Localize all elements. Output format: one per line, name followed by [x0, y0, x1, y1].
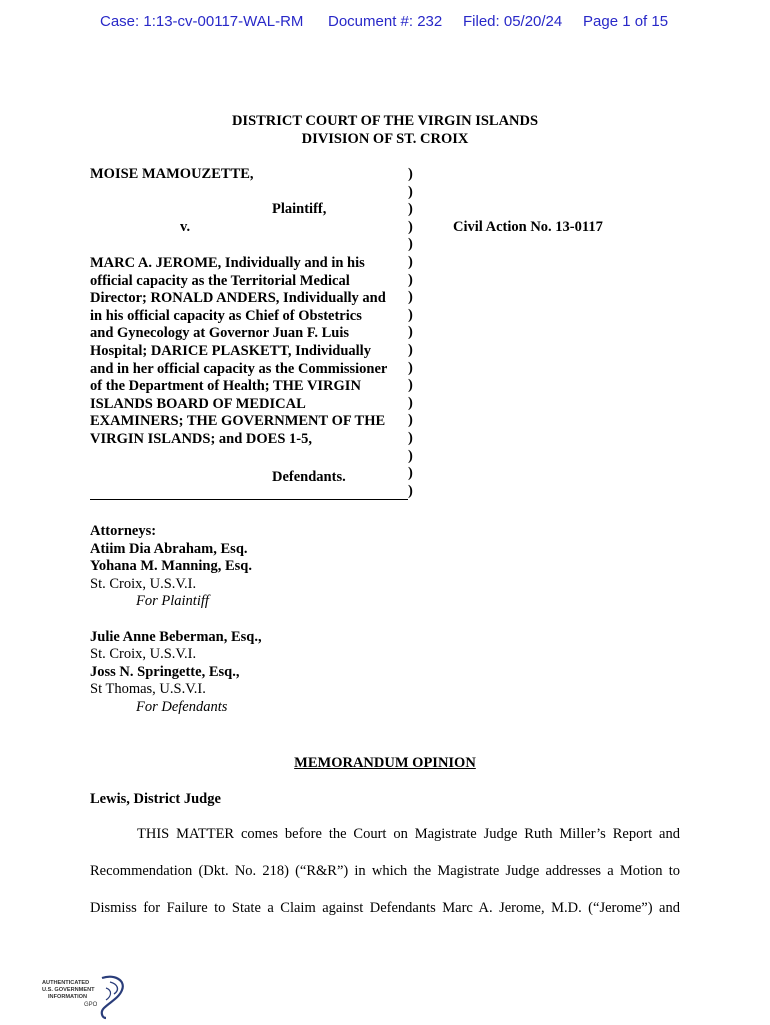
plaintiff-attorney: Yohana M. Manning, Esq. — [90, 558, 252, 575]
plaintiff-attorney-role: For Plaintiff — [136, 593, 209, 610]
defendants-line: in his official capacity as Chief of Obstetrics — [90, 307, 362, 324]
paren: ) — [408, 218, 413, 235]
versus: v. — [180, 219, 191, 235]
logo-text: AUTHENTICATED — [42, 980, 90, 986]
page-number: Page 1 of 15 — [583, 13, 669, 30]
caption-parentheses — [408, 166, 413, 500]
attorneys-heading: Attorneys: — [90, 523, 157, 539]
paren: ) — [408, 236, 413, 253]
defendants-line: official capacity as the Territorial Medical — [90, 272, 350, 289]
paren: ) — [408, 447, 413, 464]
plaintiff-attorney-location: St. Croix, U.S.V.I. — [90, 575, 197, 592]
plaintiff-attorney: Atiim Dia Abraham, Esq. — [90, 540, 248, 557]
court-title — [0, 112, 770, 148]
paren: ) — [408, 482, 413, 499]
attorneys-block — [90, 523, 262, 717]
defendants-line: ISLANDS BOARD OF MEDICAL — [90, 395, 306, 412]
defendants-line: EXAMINERS; THE GOVERNMENT OF THE — [90, 413, 386, 430]
defendants-line: and in her official capacity as the Commissioner — [90, 360, 388, 377]
paren: ) — [408, 271, 413, 288]
paren: ) — [408, 166, 413, 182]
defendant-attorney-role: For Defendants — [136, 698, 228, 715]
judge-line: Lewis, District Judge — [90, 791, 221, 807]
defendants-line: VIRGIN ISLANDS; and DOES 1-5, — [90, 430, 312, 447]
paren: ) — [408, 359, 413, 376]
paren: ) — [408, 429, 413, 446]
defendants-line: Hospital; DARICE PLASKETT, Individually — [90, 342, 371, 359]
logo-text: GPO — [84, 1002, 98, 1008]
paren: ) — [408, 341, 413, 358]
defendants-line: of the Department of Health; THE VIRGIN — [90, 378, 361, 395]
defendants-block — [90, 255, 387, 449]
logo-text: U.S. GOVERNMENT — [42, 987, 95, 993]
gpo-authentication-logo — [40, 972, 130, 1020]
civil-action-number: Civil Action No. 13-0117 — [453, 219, 603, 235]
defendants-line: MARC A. JEROME, Individually and in his — [90, 255, 365, 271]
defendant-attorney: Julie Anne Beberman, Esq., — [90, 628, 262, 645]
paragraph-line: THIS MATTER comes before the Court on Magistrate Judge Ruth Miller’s Report and — [137, 826, 680, 842]
defendant-attorney-location: St. Croix, U.S.V.I. — [90, 646, 197, 663]
paren: ) — [408, 201, 413, 218]
opinion-title: MEMORANDUM OPINION — [294, 755, 476, 771]
case-number: Case: 1:13-cv-00117-WAL-RM — [100, 13, 304, 30]
court-division: DIVISION OF ST. CROIX — [301, 131, 469, 147]
paren: ) — [408, 253, 413, 270]
plaintiff-name: MOISE MAMOUZETTE, — [90, 166, 254, 182]
caption-rule — [90, 499, 408, 500]
paren: ) — [408, 377, 413, 394]
document-number: Document #: 232 — [328, 13, 443, 30]
paren: ) — [408, 465, 413, 482]
court-name: DISTRICT COURT OF THE VIRGIN ISLANDS — [231, 113, 539, 129]
eagle-icon — [40, 972, 130, 1020]
paren: ) — [408, 289, 413, 306]
filed-date: Filed: 05/20/24 — [463, 13, 563, 30]
paren: ) — [408, 394, 413, 411]
defendant-attorney-location: St Thomas, U.S.V.I. — [90, 681, 206, 698]
defendants-line: Director; RONALD ANDERS, Individually and — [90, 290, 386, 307]
paragraph-line: Dismiss for Failure to State a Claim against Defendants Marc A. Jerome, M.D. (“Jerome”) and — [90, 900, 680, 916]
logo-text: INFORMATION — [48, 994, 88, 1000]
plaintiff-role: Plaintiff, — [272, 201, 327, 217]
defendants-role: Defendants. — [272, 469, 346, 485]
paren: ) — [408, 412, 413, 429]
defendants-line: and Gynecology at Governor Juan F. Luis — [90, 325, 350, 342]
defendant-attorney: Joss N. Springette, Esq., — [90, 663, 240, 680]
paren: ) — [408, 324, 413, 341]
paragraph-line: Recommendation (Dkt. No. 218) (“R&R”) in which the Magistrate Judge addresses a Motion to — [90, 863, 680, 879]
paren: ) — [408, 183, 413, 200]
paren: ) — [408, 306, 413, 323]
